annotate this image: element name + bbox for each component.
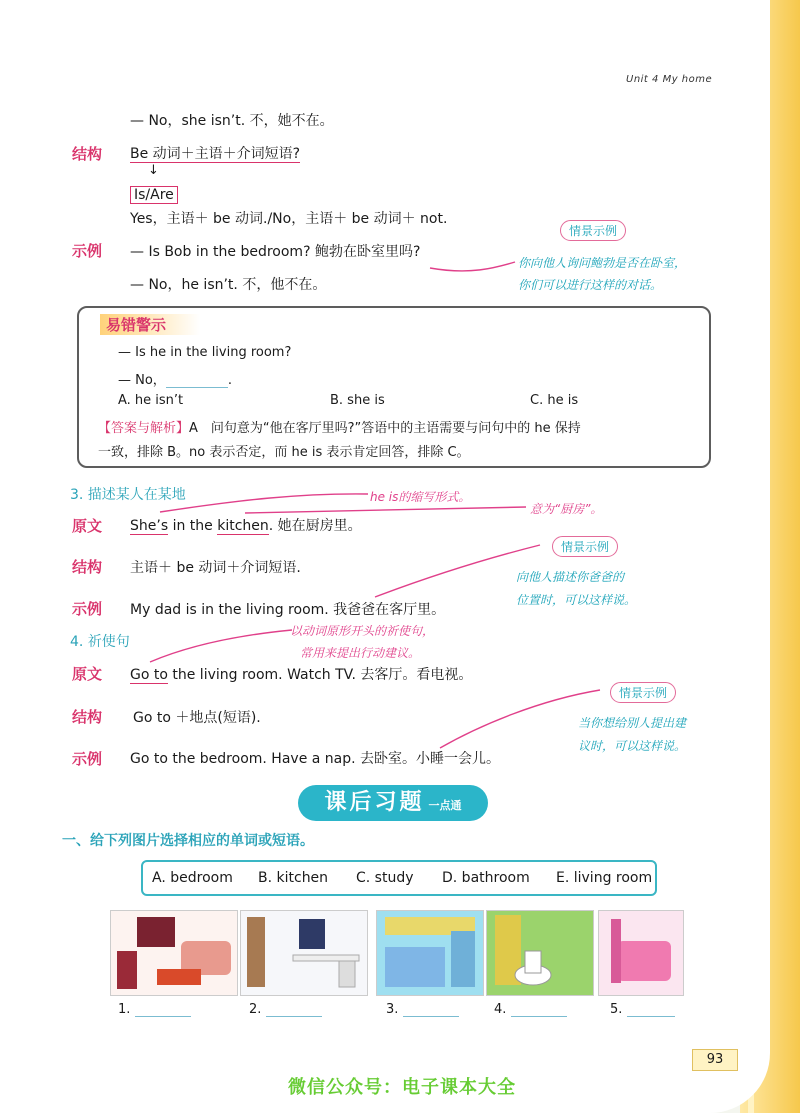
option-item: C. study <box>356 870 414 886</box>
warning-question: — Is he in the living room? <box>118 345 292 360</box>
section-heading: 4. 祈使句 <box>70 634 130 650</box>
structure-text: Go to ＋地点(短语). <box>133 710 261 726</box>
structure-label: 结构 <box>72 708 103 726</box>
scenario-tag: 情景示例 <box>610 682 676 703</box>
handwritten-note: 议时，可以这样说。 <box>578 739 687 753</box>
option-c: C. he is <box>530 393 579 408</box>
handwritten-note: 向他人描述你爸爸的 <box>516 570 625 584</box>
example-question: — Is Bob in the bedroom? 鲍勃在卧室里吗? <box>130 244 421 260</box>
handwritten-note: 意为“厨房”。 <box>530 502 603 516</box>
scenario-tag: 情景示例 <box>560 220 626 241</box>
original-label: 原文 <box>72 665 103 683</box>
original-label: 原文 <box>72 517 103 535</box>
handwritten-note: 当你想给别人提出建 <box>578 716 687 730</box>
answer-explanation: 【答案与解析】A 问句意为“他在客厅里吗?”答语中的主语需要与问句中的 he 保持 <box>98 421 581 436</box>
warning-title: 易错警示 <box>100 314 200 335</box>
kitchen-picture <box>376 910 484 996</box>
handwritten-note: 常用来提出行动建议。 <box>300 646 421 660</box>
answer-explanation-cont: 一致，排除 B。no 表示否定，而 he is 表示肯定回答，排除 C。 <box>98 445 470 460</box>
example-label: 示例 <box>72 242 103 260</box>
handwritten-note: 你们可以进行这样的对话。 <box>518 278 663 292</box>
bedroom-picture <box>598 910 684 996</box>
option-a: A. he isn’t <box>118 393 184 408</box>
answer-blank[interactable]: 3. <box>386 1002 459 1017</box>
page-number: 93 <box>692 1049 738 1071</box>
original-text: Go to the living room. Watch TV. 去客厅。看电视。 <box>130 667 473 683</box>
study-picture <box>240 910 368 996</box>
yes-no-pattern: Yes，主语＋ be 动词./No，主语＋ be 动词＋ not. <box>130 211 448 227</box>
answer-line: — No，she isn’t. 不，她不在。 <box>130 113 334 129</box>
answer-blank[interactable]: 1. <box>118 1002 191 1017</box>
structure-label: 结构 <box>72 558 103 576</box>
example-text: Go to the bedroom. Have a nap. 去卧室。小睡一会儿。 <box>130 751 501 767</box>
handwritten-note: he is的缩写形式。 <box>370 490 471 504</box>
answer-blank[interactable]: 4. <box>494 1002 567 1017</box>
structure-text: Be 动词＋主语＋介词短语? <box>130 146 301 162</box>
is-are-box: Is/Are <box>130 186 178 204</box>
warning-answer: — No， . <box>118 373 232 388</box>
handwritten-note: 以动词原形开头的祈使句， <box>290 624 435 638</box>
option-item: E. living room <box>556 870 653 886</box>
living-room-picture <box>110 910 238 996</box>
option-item: B. kitchen <box>258 870 329 886</box>
original-text: She’s in the kitchen. 她在厨房里。 <box>130 518 362 534</box>
exercise-banner: 课后习题 一点通 <box>298 785 488 821</box>
bathroom-picture <box>486 910 594 996</box>
example-label: 示例 <box>72 750 103 768</box>
watermark: 微信公众号：电子课本大全 <box>288 1077 516 1098</box>
option-item: D. bathroom <box>442 870 530 886</box>
example-answer: — No，he isn’t. 不，他不在。 <box>130 277 327 293</box>
down-arrow-icon: ↓ <box>148 163 159 178</box>
answer-blank[interactable]: 2. <box>249 1002 322 1017</box>
exercise-instruction: 一、给下列图片选择相应的单词或短语。 <box>62 833 314 849</box>
section-heading: 3. 描述某人在某地 <box>70 487 186 503</box>
example-label: 示例 <box>72 600 103 618</box>
handwritten-note: 你向他人询问鲍勃是否在卧室， <box>518 256 687 270</box>
structure-label: 结构 <box>72 145 103 163</box>
option-item: A. bedroom <box>152 870 233 886</box>
answer-blank[interactable]: 5. <box>610 1002 675 1017</box>
structure-text: 主语＋ be 动词＋介词短语. <box>130 560 301 576</box>
scenario-tag: 情景示例 <box>552 536 618 557</box>
running-head: Unit 4 My home <box>626 74 713 85</box>
option-b: B. she is <box>330 393 385 408</box>
handwritten-note: 位置时，可以这样说。 <box>516 593 637 607</box>
example-text: My dad is in the living room. 我爸爸在客厅里。 <box>130 602 446 618</box>
